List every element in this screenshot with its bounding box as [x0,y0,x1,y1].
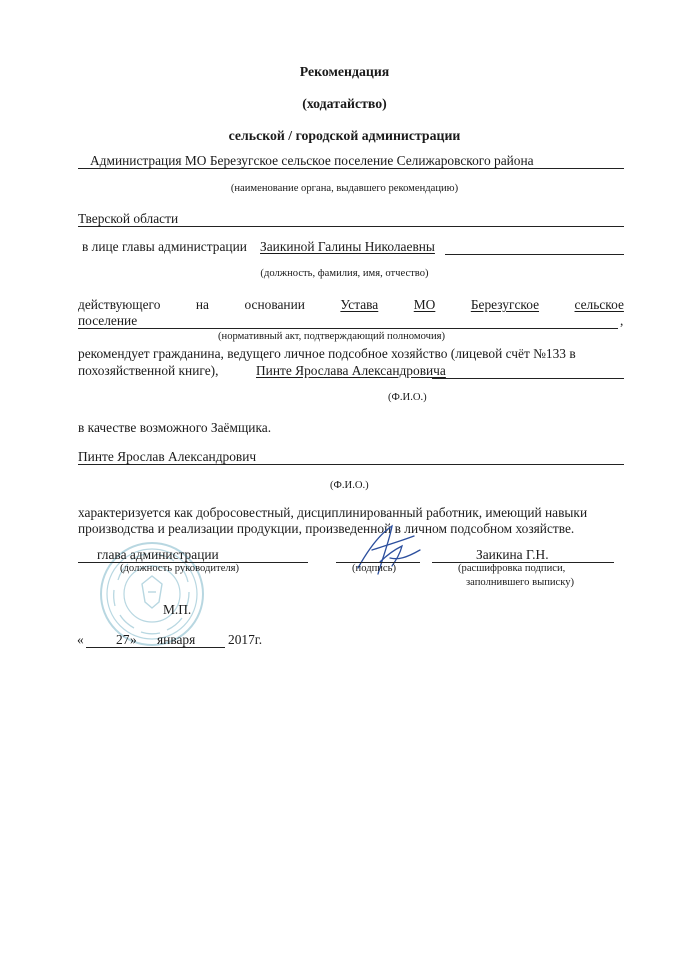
date-year: 2017г. [228,632,263,647]
basis-word: на [195,297,209,312]
characteristic-line2: производства и реализации продукции, произведенной в личном подсобном хозяйстве. [78,521,575,536]
basis-underline [78,328,618,329]
date-day: 27 [116,632,130,647]
representative-caption: (должность, фамилия, имя, отчество) [260,268,429,279]
signature-caption: (подпись) [352,563,396,574]
borrower-underline [78,464,624,465]
citizen-caption: (Ф.И.О.) [388,392,427,403]
basis-word: действующего [78,297,161,312]
borrower-caption: (Ф.И.О.) [330,480,369,491]
basis-caption: (нормативный акт, подтверждающий полномочия) [218,331,446,342]
date-close-quote: » [130,632,137,647]
representative-underline [445,254,624,255]
date-open-quote: « [77,632,84,647]
basis-word: сельское [574,297,624,312]
citizen-name: Пинте Ярослава Александровича [256,363,446,378]
representative-name: Заикиной Галины Николаевны [260,239,435,254]
document-title: Рекомендация [299,64,390,79]
basis-word: Устава [340,297,379,312]
position-caption: (должность руководителя) [120,563,240,574]
organization-underline [78,168,624,169]
organization-name: Администрация МО Березугское сельское поселение Селижаровского района [90,153,534,168]
date-month: января [157,632,196,647]
signer-caption-2: заполнившего выписку) [466,577,575,588]
citizen-underline [432,378,624,379]
signer-caption-1: (расшифровка подписи, [458,563,566,574]
document-subtitle: (ходатайство) [302,96,387,111]
recommendation-text: рекомендует гражданина, ведущего личное подсобное хозяйство (лицевой счёт №133 в [78,346,576,361]
recommendation-line1 [78,346,624,362]
basis-word: МО [413,297,436,312]
characteristic-line1: характеризуется как добросовестный, дисциплинированный работник, имеющий навыки [78,505,588,520]
signer-name: Заикина Г.Н. [476,547,549,562]
date-day-underline [86,647,146,648]
organization-caption: (наименование органа, выдавшего рекомендацию) [230,183,459,194]
stamp-label: М.П. [163,602,192,617]
borrower-name: Пинте Ярослав Александрович [78,449,257,464]
basis-line [78,297,624,313]
representative-prefix: в лице главы администрации [82,239,247,254]
basis-comma: , [620,313,624,328]
borrower-role: в качестве возможного Заёмщика. [78,420,272,435]
date-month-underline [143,647,225,648]
basis-line2: поселение [78,313,138,328]
region-underline [78,226,624,227]
position-title: глава администрации [97,547,219,562]
issuer-type: сельской / городской администрации [228,128,461,143]
basis-word: основании [244,297,305,312]
recommendation-line2-prefix: похозяйственной книге), [78,363,219,378]
region: Тверской области [78,211,179,226]
basis-word: Березугское [470,297,540,312]
